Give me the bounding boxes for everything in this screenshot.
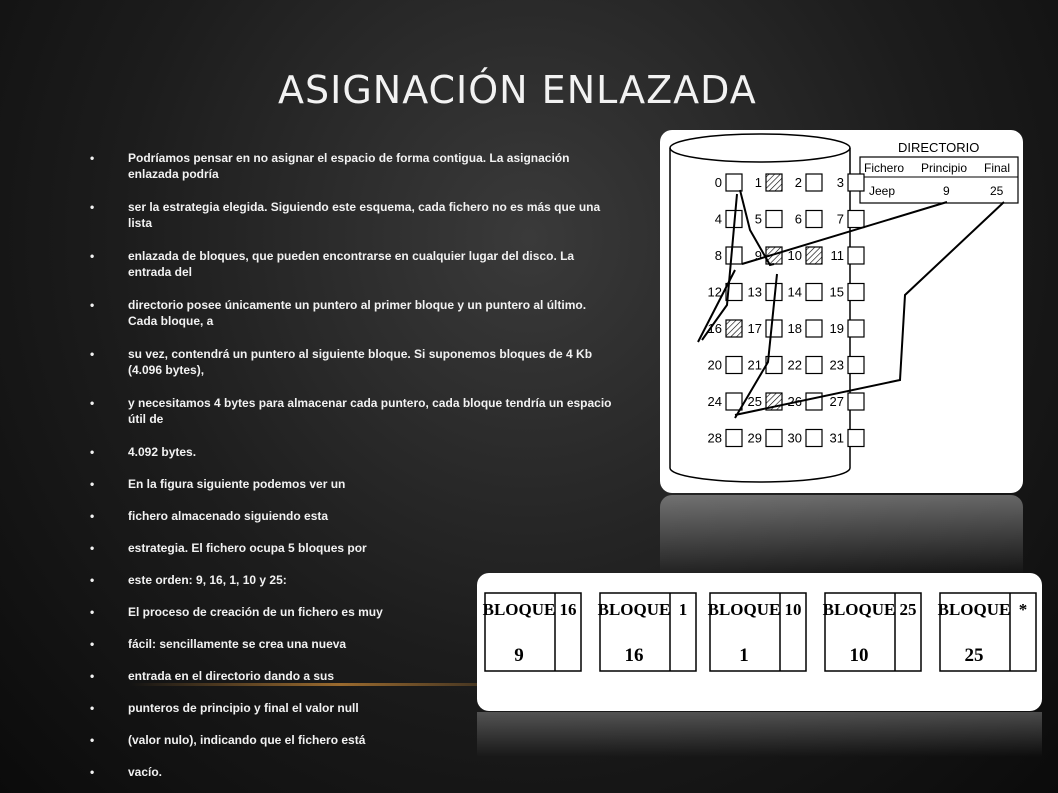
disk-block-number: 9 [754,248,762,263]
disk-block-free [726,247,742,264]
pointer-directory-to-25 [735,202,1004,415]
disk-block-number: 13 [747,284,762,300]
disk-block-number: 31 [829,430,844,446]
bullet-item: • 4.092 bytes. [90,444,615,460]
disk-block-number: 18 [787,321,802,336]
disk-block-number: 11 [830,248,844,263]
disk-block-number: 1 [754,175,762,190]
disk-block-number: 23 [829,357,844,373]
disk-block-free [766,430,782,447]
chain-block-label: BLOQUE [822,600,896,619]
directory-header-final: Final [984,161,1011,175]
disk-block-free [848,211,864,228]
chain-block-next-pointer: 1 [678,600,688,619]
bullet-item: • fácil: sencillamente se crea una nueva [90,636,615,652]
slide-title: ASIGNACIÓN ENLAZADA [278,68,757,112]
directory-header-fichero: Fichero [864,161,905,175]
chain-block-label: BLOQUE [937,600,1011,619]
disk-block-free [726,393,742,410]
chain-block-next-pointer: 10 [784,600,802,619]
disk-block-free [806,320,822,337]
disk-block-free [848,247,864,264]
disk-block-number: 22 [787,357,802,373]
chain-block [483,593,581,671]
chain-block-label: BLOQUE [597,600,671,619]
block-chain-reflection [477,712,1042,757]
disk-block-number: 30 [787,430,802,446]
disk-block-number: 16 [707,321,722,336]
disk-block-number: 27 [829,394,844,409]
disk-block-number: 29 [747,430,762,446]
disk-block-number: 28 [707,430,722,446]
bullet-item: • entrada en el directorio dando a sus [90,668,615,684]
bullet-item: • vacío. [90,764,615,780]
directory-title: DIRECTORIO [898,140,980,155]
disk-block-free [848,430,864,447]
bullet-item: • directorio posee únicamente un puntero al primer bloque y un puntero al último. Cada bloque, a [90,297,615,329]
disk-block-number: 17 [747,321,762,336]
disk-blocks [708,174,864,447]
chain-block-next-pointer: * [1018,600,1028,619]
chain-block-label: BLOQUE [707,600,781,619]
disk-block-number: 21 [747,357,762,373]
disk-block-number: 8 [714,248,722,263]
disk-block-number: 6 [794,211,802,227]
bullet-item: • Podríamos pensar en no asignar el espacio de forma contigua. La asignación enlazada podría [90,150,615,182]
disk-block-free [848,174,864,191]
chain-block-number: 1 [739,645,749,666]
bullet-item: • este orden: 9, 16, 1, 10 y 25: [90,572,615,588]
disk-block-free [806,357,822,374]
disk-block-number: 14 [787,284,802,300]
bullet-item: • En la figura siguiente podemos ver un [90,476,615,492]
disk-block-free [726,430,742,447]
disk-block-number: 2 [794,175,802,190]
disk-block-free [848,393,864,410]
chain-block-number: 16 [624,645,644,666]
disk-block-number: 25 [747,394,762,409]
bullet-item: • ser la estrategia elegida. Siguiendo este esquema, cada fichero no es más que una lista [90,199,615,231]
disk-diagram [660,130,1023,493]
bullet-item: • punteros de principio y final el valor null [90,700,615,716]
bullet-item: • enlazada de bloques, que pueden encontrarse en cualquier lugar del disco. La entrada del [90,248,615,280]
disk-block-free [806,430,822,447]
disk-block-free [848,284,864,301]
chain-block [598,593,696,671]
chain-block [823,593,921,671]
chain-block [708,593,806,671]
disk-block-number: 12 [707,284,722,300]
disk-block-number: 3 [836,175,844,190]
bullet-item: • fichero almacenado siguiendo esta [90,508,615,524]
bullet-item: • El proceso de creación de un fichero es muy [90,604,615,620]
disk-block-free [806,174,822,191]
disk-block-number: 15 [829,284,844,300]
chain-block-next-pointer: 16 [559,600,577,619]
directory-cell-principio: 9 [943,184,950,198]
disk-block-free [806,211,822,228]
disk-block-number: 10 [787,248,802,263]
disk-block-free [806,393,822,410]
directory-cell-final: 25 [990,184,1004,198]
block-chain-diagram [477,573,1042,711]
disk-block-number: 0 [714,175,722,190]
disk-block-free [766,211,782,228]
disk-block-number: 7 [836,211,844,227]
chain-block-number: 25 [964,645,984,666]
disk-block-number: 20 [707,357,722,373]
disk-block-free [726,174,742,191]
disk-block-number: 4 [714,211,722,227]
disk-block-used [766,174,782,191]
bullet-item: • y necesitamos 4 bytes para almacenar cada puntero, cada bloque tendría un espacio útil de [90,395,615,427]
disk-block-free [806,284,822,301]
bullet-item: • (valor nulo), indicando que el fichero está [90,732,615,748]
block-chain-panel [477,573,1042,711]
chain-block-number: 9 [514,645,524,666]
directory-header-principio: Principio [921,161,968,175]
disk-block-used [806,247,822,264]
directory-cell-fichero: Jeep [869,184,896,198]
disk-diagram-reflection [660,495,1023,575]
disk-block-number: 5 [754,211,762,227]
disk-block-free [726,357,742,374]
bullet-item: • su vez, contendrá un puntero al siguiente bloque. Si suponemos bloques de 4 Kb (4.096 bytes), [90,346,615,378]
disk-diagram-panel [660,130,1023,493]
disk-block-free [766,320,782,337]
disk-block-free [848,320,864,337]
chain-block-label: BLOQUE [482,600,556,619]
bullet-item: • estrategia. El fichero ocupa 5 bloques por [90,540,615,556]
disk-block-number: 19 [829,321,844,336]
chain-block-number: 10 [849,645,869,666]
disk-block-number: 24 [707,394,722,409]
chain-block-next-pointer: 25 [899,600,917,619]
disk-block-used [726,320,742,337]
chain-block [938,593,1036,671]
disk-cylinder-top [670,134,850,162]
disk-block-number: 26 [787,394,802,409]
disk-block-free [848,357,864,374]
